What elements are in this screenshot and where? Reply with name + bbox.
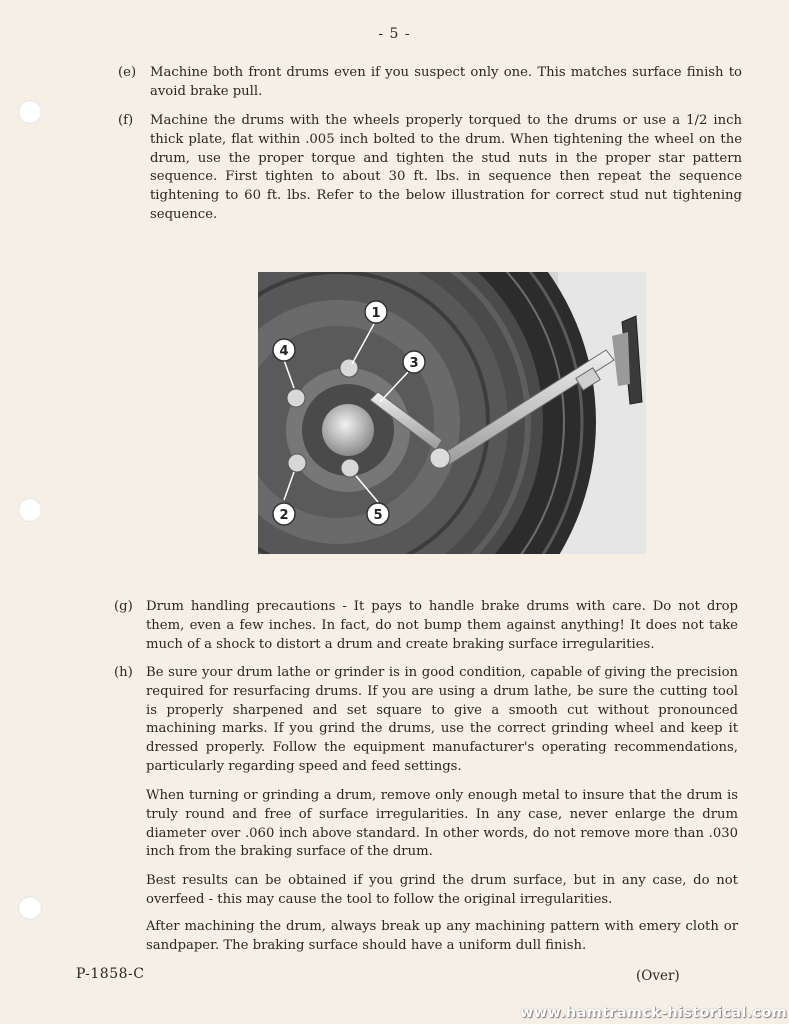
item-h: [114, 664, 738, 777]
punch-hole-top: [18, 100, 42, 124]
item-e: [118, 64, 742, 102]
callout-1-label: 1: [371, 306, 381, 321]
watermark: www.hamtramck-historical.com: [519, 1005, 787, 1021]
callout-5: [367, 503, 389, 525]
callout-2-label: 2: [279, 508, 289, 523]
punch-hole-bottom: [18, 896, 42, 920]
item-label: (e): [118, 65, 137, 80]
item-label: (g): [114, 599, 133, 614]
item-g: [114, 598, 738, 654]
item-text: Machine the drums with the wheels properly torqued to the drums or use a 1/2 inch thick plate, flat within .005 inch bolted to the drum. When tightening the wheel on the drum, use the proper torque and tighten the stud nuts in the proper star pattern sequence. First tighten to about 30 ft. lbs. in sequence then repeat the sequence tightening to 60 ft. lbs. Refer to the below illustration for correct stud nut tightening sequence.: [150, 113, 742, 222]
document-id: P-1858-C: [76, 966, 145, 982]
wheel-torque-figure: [258, 272, 646, 554]
callout-4-label: 4: [279, 344, 289, 359]
wheel-wrench-illustration: [258, 272, 646, 554]
item-text: Machine both front drums even if you suspect only one. This matches surface finish to avoid brake pull.: [150, 65, 742, 99]
callout-3: [403, 351, 425, 373]
body-paragraph-finish: After machining the drum, always break up any machining pattern with emery cloth or sandpaper. The braking surface should have a uniform dull finish.: [146, 919, 738, 953]
punch-hole-middle: [18, 498, 42, 522]
callout-1: [365, 301, 387, 323]
item-label: (f): [118, 113, 134, 128]
callout-3-label: 3: [409, 356, 419, 371]
page-number: - 5 -: [378, 26, 411, 42]
callout-5-label: 5: [373, 508, 383, 523]
item-text: Drum handling precautions - It pays to handle brake drums with care. Do not drop them, even a few inches. In fact, do not bump them against anything! It does not take much of a shock to distort a drum and create braking surface irregularities.: [146, 599, 738, 652]
over-note: (Over): [636, 968, 680, 984]
item-f: [118, 112, 742, 225]
body-paragraph-turning: When turning or grinding a drum, remove only enough metal to insure that the drum is truly round and free of surface irregularities. In any case, never enlarge the drum diameter over .060 inch above standard. In other words, do not remove more than .030 inch from the braking surface of the drum.: [146, 788, 738, 860]
item-label: (h): [114, 665, 133, 680]
body-paragraph-grinding: Best results can be obtained if you grind the drum surface, but in any case, do not overfeed - this may cause the tool to follow the original irregularities.: [146, 873, 738, 907]
callout-2: [273, 503, 295, 525]
item-text: Be sure your drum lathe or grinder is in good condition, capable of giving the precision required for resurfacing drums. If you are using a drum lathe, be sure the cutting tool is properly sharpened and set square to give a smooth cut without pronounced machining marks. If you grind the drums, use the correct grinding wheel and keep it dressed properly. Follow the equipment manufacturer's operating recommendations, particularly regarding speed and feed settings.: [146, 665, 738, 774]
callout-4: [273, 339, 295, 361]
